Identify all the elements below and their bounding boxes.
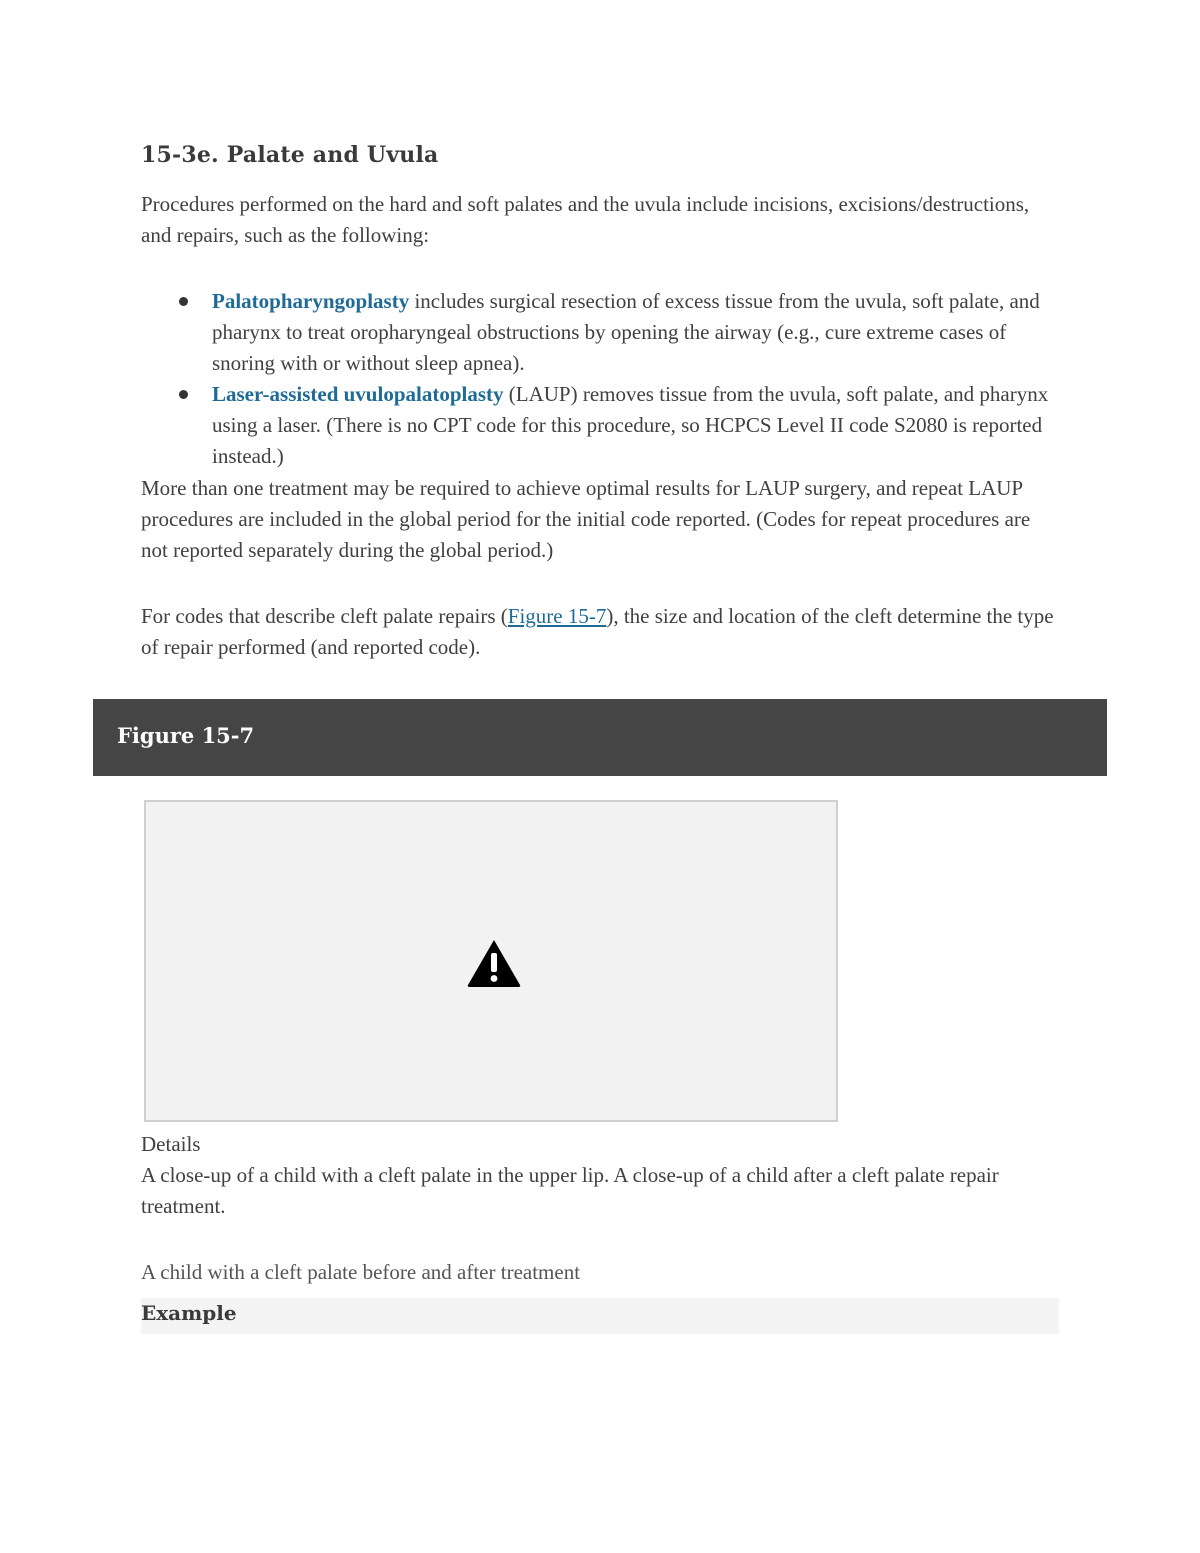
broken-image-placeholder <box>144 800 838 1122</box>
figure-header-bar <box>93 699 1107 776</box>
procedure-list <box>141 286 1061 472</box>
bullet-icon <box>179 297 188 306</box>
cleft-text-before: For codes that describe cleft palate repairs ( <box>141 604 508 628</box>
example-box <box>141 1298 1059 1334</box>
list-item-text: includes surgical resection of excess tissue from the uvula, soft palate, and pharynx to treat oropharyngeal obstructions by opening the airway (e.g., cure extreme cases of snoring with or without sleep apnea). <box>212 289 1040 375</box>
cleft-paragraph <box>141 601 1061 663</box>
bullet-icon <box>179 390 188 399</box>
list-item-text: (LAUP) removes tissue from the uvula, soft palate, and pharynx using a laser. (There is no CPT code for this procedure, so HCPCS Level II code S2080 is reported instead.) <box>212 382 1049 468</box>
list-item <box>141 286 1061 379</box>
cleft-text-after: ), the size and location of the cleft determine the type of repair performed (and reported code). <box>141 604 1054 659</box>
figure-details-text: A close-up of a child with a cleft palate in the upper lip. A close-up of a child after a cleft palate repair treatment. <box>141 1163 999 1218</box>
laup-note-paragraph: More than one treatment may be required to achieve optimal results for LAUP surgery, and repeat LAUP procedures are included in the global period for the initial code reported. (Codes for repeat procedures are not reported separately during the global period.) <box>141 476 1031 562</box>
figure-caption: A child with a cleft palate before and after treatment <box>141 1260 581 1284</box>
term-palatopharyngoplasty: Palatopharyngoplasty <box>212 289 410 313</box>
example-label: Example <box>141 1301 237 1325</box>
warning-icon <box>466 938 522 988</box>
section-title: 15-3e. Palate and Uvula <box>141 142 439 168</box>
details-toggle[interactable]: Details <box>141 1132 201 1156</box>
intro-paragraph: Procedures performed on the hard and soft palates and the uvula include incisions, excisions/destructions, and repairs, such as the following: <box>141 192 1030 247</box>
figure-label: Figure 15-7 <box>117 723 255 748</box>
figure-link[interactable]: Figure 15-7 <box>507 604 607 628</box>
term-laup: Laser-assisted uvulopalatoplasty <box>212 382 504 406</box>
list-item <box>141 379 1061 472</box>
